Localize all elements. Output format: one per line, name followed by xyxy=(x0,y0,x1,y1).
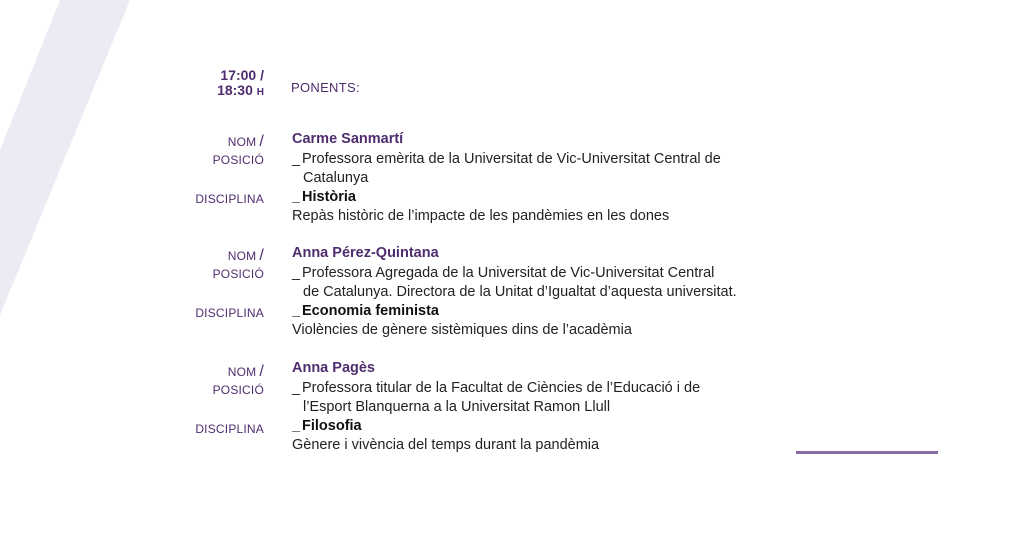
time-start: 17:00 / xyxy=(220,67,264,83)
ponents-label: PONENTS: xyxy=(291,80,360,95)
disciplina-label: DISCIPLINA xyxy=(195,192,264,206)
speaker-topic: Violències de gènere sistèmiques dins de l’acadèmia xyxy=(292,322,632,338)
nom-label: NOM / xyxy=(227,133,264,150)
nom-label: NOM / xyxy=(227,247,264,264)
decorative-diagonal-stripe xyxy=(0,0,140,320)
session-time xyxy=(200,68,264,100)
disciplina-label: DISCIPLINA xyxy=(195,306,264,320)
speaker-discipline: _ Filosofia xyxy=(292,418,362,434)
speaker-name: Carme Sanmartí xyxy=(292,131,404,147)
posicio-label: POSICIÓ xyxy=(212,153,264,167)
decorative-rule xyxy=(796,451,938,454)
speaker-discipline: _ Economia feminista xyxy=(292,303,439,319)
speaker-discipline: _ Història xyxy=(292,189,356,205)
time-unit: H xyxy=(256,87,264,98)
speaker-name: Anna Pérez-Quintana xyxy=(292,245,439,261)
speaker-position: _ Professora emèrita de la Universitat de Vic-Universitat Central de Catalunya xyxy=(292,151,721,186)
speaker-name: Anna Pagès xyxy=(292,360,375,376)
disciplina-label: DISCIPLINA xyxy=(195,422,264,436)
speaker-position: _ Professora Agregada de la Universitat de Vic-Universitat Central de Catalunya. Directora de la Unitat d’Igualtat d’aquesta universitat. xyxy=(292,265,737,300)
posicio-label: POSICIÓ xyxy=(212,383,264,397)
posicio-label: POSICIÓ xyxy=(212,267,264,281)
speaker-position: _ Professora titular de la Facultat de Ciències de l’Educació i de l’Esport Blanquerna a la Universitat Ramon Llull xyxy=(292,380,701,415)
nom-label: NOM / xyxy=(227,363,264,380)
speaker-topic: Gènere i vivència del temps durant la pandèmia xyxy=(292,437,600,453)
time-end: 18:30 xyxy=(217,82,253,98)
speaker-topic: Repàs històric de l’impacte de les pandèmies en les dones xyxy=(292,208,670,224)
